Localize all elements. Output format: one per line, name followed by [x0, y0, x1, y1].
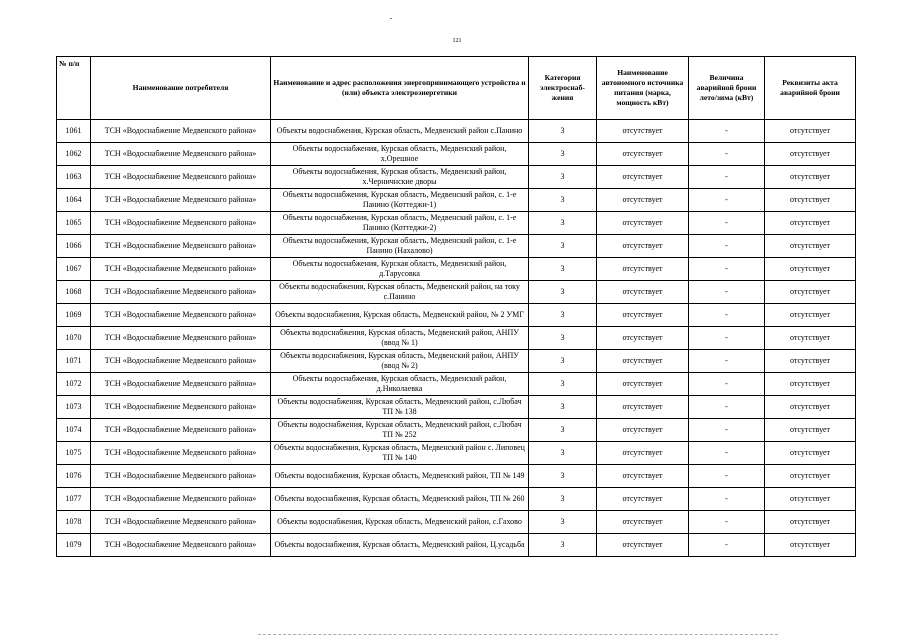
cell-requisites: отсутствует: [765, 373, 856, 396]
cell-consumer: ТСН «Водоснабжение Медвенского района»: [91, 212, 271, 235]
cell-object: Объекты водоснабжения, Курская область, Медвенский район, д.Тарусовка: [271, 258, 529, 281]
cell-reserve: -: [689, 212, 765, 235]
table-body: [57, 120, 856, 557]
table-row: [57, 304, 856, 327]
cell-category: 3: [529, 350, 597, 373]
cell-object: Объекты водоснабжения, Курская область, Медвенский район, ТП № 149: [271, 465, 529, 488]
table-row: [57, 235, 856, 258]
header-category: Категория электроснаб-жения: [529, 57, 597, 120]
table-row: [57, 488, 856, 511]
cell-reserve: -: [689, 327, 765, 350]
cell-reserve: -: [689, 465, 765, 488]
cell-num: 1075: [57, 442, 91, 465]
cell-reserve: -: [689, 281, 765, 304]
cell-object: Объекты водоснабжения, Курская область, Медвенский район, АНПУ (ввод № 2): [271, 350, 529, 373]
cell-object: Объекты водоснабжения, Курская область, Медвенский район, с.Гахово: [271, 511, 529, 534]
cell-consumer: ТСН «Водоснабжение Медвенского района»: [91, 166, 271, 189]
table-row: [57, 419, 856, 442]
cell-category: 3: [529, 166, 597, 189]
cell-num: 1061: [57, 120, 91, 143]
cell-category: 3: [529, 396, 597, 419]
cell-object: Объекты водоснабжения, Курская область, Медвенский район, Ц.усадьба: [271, 534, 529, 557]
cell-num: 1062: [57, 143, 91, 166]
cell-num: 1074: [57, 419, 91, 442]
header-requisites: Реквизиты акта аварийной брони: [765, 57, 856, 120]
cell-reserve: -: [689, 304, 765, 327]
cell-consumer: ТСН «Водоснабжение Медвенского района»: [91, 304, 271, 327]
cell-object: Объекты водоснабжения, Курская область, Медвенский район, х.Черничнские дворы: [271, 166, 529, 189]
cell-category: 3: [529, 143, 597, 166]
cell-category: 3: [529, 212, 597, 235]
cell-source: отсутствует: [597, 488, 689, 511]
cell-reserve: -: [689, 350, 765, 373]
cell-source: отсутствует: [597, 143, 689, 166]
cell-num: 1073: [57, 396, 91, 419]
cell-category: 3: [529, 534, 597, 557]
cell-object: Объекты водоснабжения, Курская область, Медвенский район, д.Николаевка: [271, 373, 529, 396]
cell-reserve: -: [689, 511, 765, 534]
table-row: [57, 511, 856, 534]
cell-source: отсутствует: [597, 304, 689, 327]
cell-requisites: отсутствует: [765, 304, 856, 327]
cell-consumer: ТСН «Водоснабжение Медвенского района»: [91, 258, 271, 281]
table-row: [57, 189, 856, 212]
table-row: [57, 120, 856, 143]
cell-requisites: отсутствует: [765, 419, 856, 442]
cell-consumer: ТСН «Водоснабжение Медвенского района»: [91, 488, 271, 511]
cell-category: 3: [529, 304, 597, 327]
cell-category: 3: [529, 120, 597, 143]
cell-category: 3: [529, 327, 597, 350]
cell-object: Объекты водоснабжения, Курская область, Медвенский район, х.Орешное: [271, 143, 529, 166]
cell-consumer: ТСН «Водоснабжение Медвенского района»: [91, 419, 271, 442]
header-source: Наименование автономного источника питания (марка, мощность кВт): [597, 57, 689, 120]
cell-requisites: отсутствует: [765, 281, 856, 304]
cell-reserve: -: [689, 442, 765, 465]
table-row: [57, 442, 856, 465]
cell-num: 1078: [57, 511, 91, 534]
cell-category: 3: [529, 373, 597, 396]
cell-consumer: ТСН «Водоснабжение Медвенского района»: [91, 534, 271, 557]
cell-requisites: отсутствует: [765, 120, 856, 143]
cell-category: 3: [529, 488, 597, 511]
cell-source: отсутствует: [597, 327, 689, 350]
cell-reserve: -: [689, 396, 765, 419]
cell-reserve: -: [689, 166, 765, 189]
cell-reserve: -: [689, 258, 765, 281]
cell-num: 1076: [57, 465, 91, 488]
cell-num: 1072: [57, 373, 91, 396]
cell-num: 1064: [57, 189, 91, 212]
cell-consumer: ТСН «Водоснабжение Медвенского района»: [91, 373, 271, 396]
table-row: [57, 373, 856, 396]
cell-num: 1079: [57, 534, 91, 557]
cell-consumer: ТСН «Водоснабжение Медвенского района»: [91, 396, 271, 419]
table-row: [57, 465, 856, 488]
cell-requisites: отсутствует: [765, 258, 856, 281]
cell-source: отсутствует: [597, 442, 689, 465]
table-row: [57, 258, 856, 281]
cell-reserve: -: [689, 189, 765, 212]
cell-num: 1063: [57, 166, 91, 189]
cell-category: 3: [529, 235, 597, 258]
cell-num: 1071: [57, 350, 91, 373]
cell-object: Объекты водоснабжения, Курская область, Медвенский район, с. 1-е Панино (Нахалово): [271, 235, 529, 258]
cell-reserve: -: [689, 120, 765, 143]
cell-requisites: отсутствует: [765, 212, 856, 235]
cell-object: Объекты водоснабжения, Курская область, Медвенский район, АНПУ (ввод № 1): [271, 327, 529, 350]
cell-category: 3: [529, 281, 597, 304]
cell-object: Объекты водоснабжения, Курская область, Медвенский район, с.Любач ТП № 138: [271, 396, 529, 419]
cell-source: отсутствует: [597, 511, 689, 534]
table-row: [57, 166, 856, 189]
cell-source: отсутствует: [597, 350, 689, 373]
cell-object: Объекты водоснабжения, Курская область, Медвенский район, ТП № 260: [271, 488, 529, 511]
cell-consumer: ТСН «Водоснабжение Медвенского района»: [91, 143, 271, 166]
cell-source: отсутствует: [597, 396, 689, 419]
cell-source: отсутствует: [597, 465, 689, 488]
cell-consumer: ТСН «Водоснабжение Медвенского района»: [91, 235, 271, 258]
table-row: [57, 143, 856, 166]
cell-requisites: отсутствует: [765, 465, 856, 488]
cell-requisites: отсутствует: [765, 350, 856, 373]
cell-reserve: -: [689, 419, 765, 442]
cell-num: 1070: [57, 327, 91, 350]
table-header-row: [57, 57, 856, 120]
cell-requisites: отсутствует: [765, 511, 856, 534]
cell-consumer: ТСН «Водоснабжение Медвенского района»: [91, 281, 271, 304]
cell-source: отсутствует: [597, 235, 689, 258]
cell-num: 1067: [57, 258, 91, 281]
cell-consumer: ТСН «Водоснабжение Медвенского района»: [91, 511, 271, 534]
table-row: [57, 281, 856, 304]
cell-category: 3: [529, 258, 597, 281]
cell-requisites: отсутствует: [765, 327, 856, 350]
cell-requisites: отсутствует: [765, 396, 856, 419]
scan-mark: [390, 18, 392, 19]
cell-source: отсутствует: [597, 534, 689, 557]
cell-consumer: ТСН «Водоснабжение Медвенского района»: [91, 189, 271, 212]
cell-consumer: ТСН «Водоснабжение Медвенского района»: [91, 120, 271, 143]
table-row: [57, 534, 856, 557]
cell-num: 1068: [57, 281, 91, 304]
cell-num: 1066: [57, 235, 91, 258]
cell-requisites: отсутствует: [765, 166, 856, 189]
cell-requisites: отсутствует: [765, 143, 856, 166]
cell-num: 1069: [57, 304, 91, 327]
cell-category: 3: [529, 465, 597, 488]
cell-object: Объекты водоснабжения, Курская область, Медвенский район, с.Любач ТП № 252: [271, 419, 529, 442]
cell-category: 3: [529, 511, 597, 534]
cell-source: отсутствует: [597, 281, 689, 304]
header-num: № п/п: [57, 57, 91, 120]
table-row: [57, 396, 856, 419]
cell-requisites: отсутствует: [765, 534, 856, 557]
cell-source: отсутствует: [597, 166, 689, 189]
header-reserve: Величина аварийной брони лето/зима (кВт): [689, 57, 765, 120]
cell-num: 1077: [57, 488, 91, 511]
page-number: 121: [452, 38, 462, 44]
cell-category: 3: [529, 419, 597, 442]
cell-reserve: -: [689, 143, 765, 166]
cell-consumer: ТСН «Водоснабжение Медвенского района»: [91, 327, 271, 350]
cell-object: Объекты водоснабжения, Курская область, Медвенский район с.Панино: [271, 120, 529, 143]
header-object: Наименование и адрес расположения энергопринимающего устройства и (или) объекта электроэнергетики: [271, 57, 529, 120]
consumer-table: [56, 56, 856, 557]
cell-source: отсутствует: [597, 189, 689, 212]
cell-source: отсутствует: [597, 419, 689, 442]
header-consumer: Наименование потребителя: [91, 57, 271, 120]
cell-object: Объекты водоснабжения, Курская область, Медвенский район, № 2 УМГ: [271, 304, 529, 327]
table-row: [57, 350, 856, 373]
cell-object: Объекты водоснабжения, Курская область, Медвенский район, с. 1-е Панино (Коттеджи-1): [271, 189, 529, 212]
cell-category: 3: [529, 442, 597, 465]
cell-source: отсутствует: [597, 373, 689, 396]
cell-consumer: ТСН «Водоснабжение Медвенского района»: [91, 350, 271, 373]
table-row: [57, 327, 856, 350]
cell-requisites: отсутствует: [765, 488, 856, 511]
cell-source: отсутствует: [597, 258, 689, 281]
cell-object: Объекты водоснабжения, Курская область, Медвенский район, на току с.Панино: [271, 281, 529, 304]
table-row: [57, 212, 856, 235]
cell-requisites: отсутствует: [765, 235, 856, 258]
cell-requisites: отсутствует: [765, 189, 856, 212]
cell-category: 3: [529, 189, 597, 212]
cell-reserve: -: [689, 373, 765, 396]
cell-requisites: отсутствует: [765, 442, 856, 465]
cell-consumer: ТСН «Водоснабжение Медвенского района»: [91, 465, 271, 488]
cell-object: Объекты водоснабжения, Курская область, Медвенский район, с. 1-е Панино (Коттеджи-2): [271, 212, 529, 235]
cell-reserve: -: [689, 534, 765, 557]
scan-edge-line: [258, 634, 778, 636]
cell-consumer: ТСН «Водоснабжение Медвенского района»: [91, 442, 271, 465]
cell-object: Объекты водоснабжения, Курская область, Медвенский район с. Липовец ТП № 140: [271, 442, 529, 465]
cell-reserve: -: [689, 235, 765, 258]
cell-reserve: -: [689, 488, 765, 511]
cell-source: отсутствует: [597, 212, 689, 235]
cell-num: 1065: [57, 212, 91, 235]
cell-source: отсутствует: [597, 120, 689, 143]
